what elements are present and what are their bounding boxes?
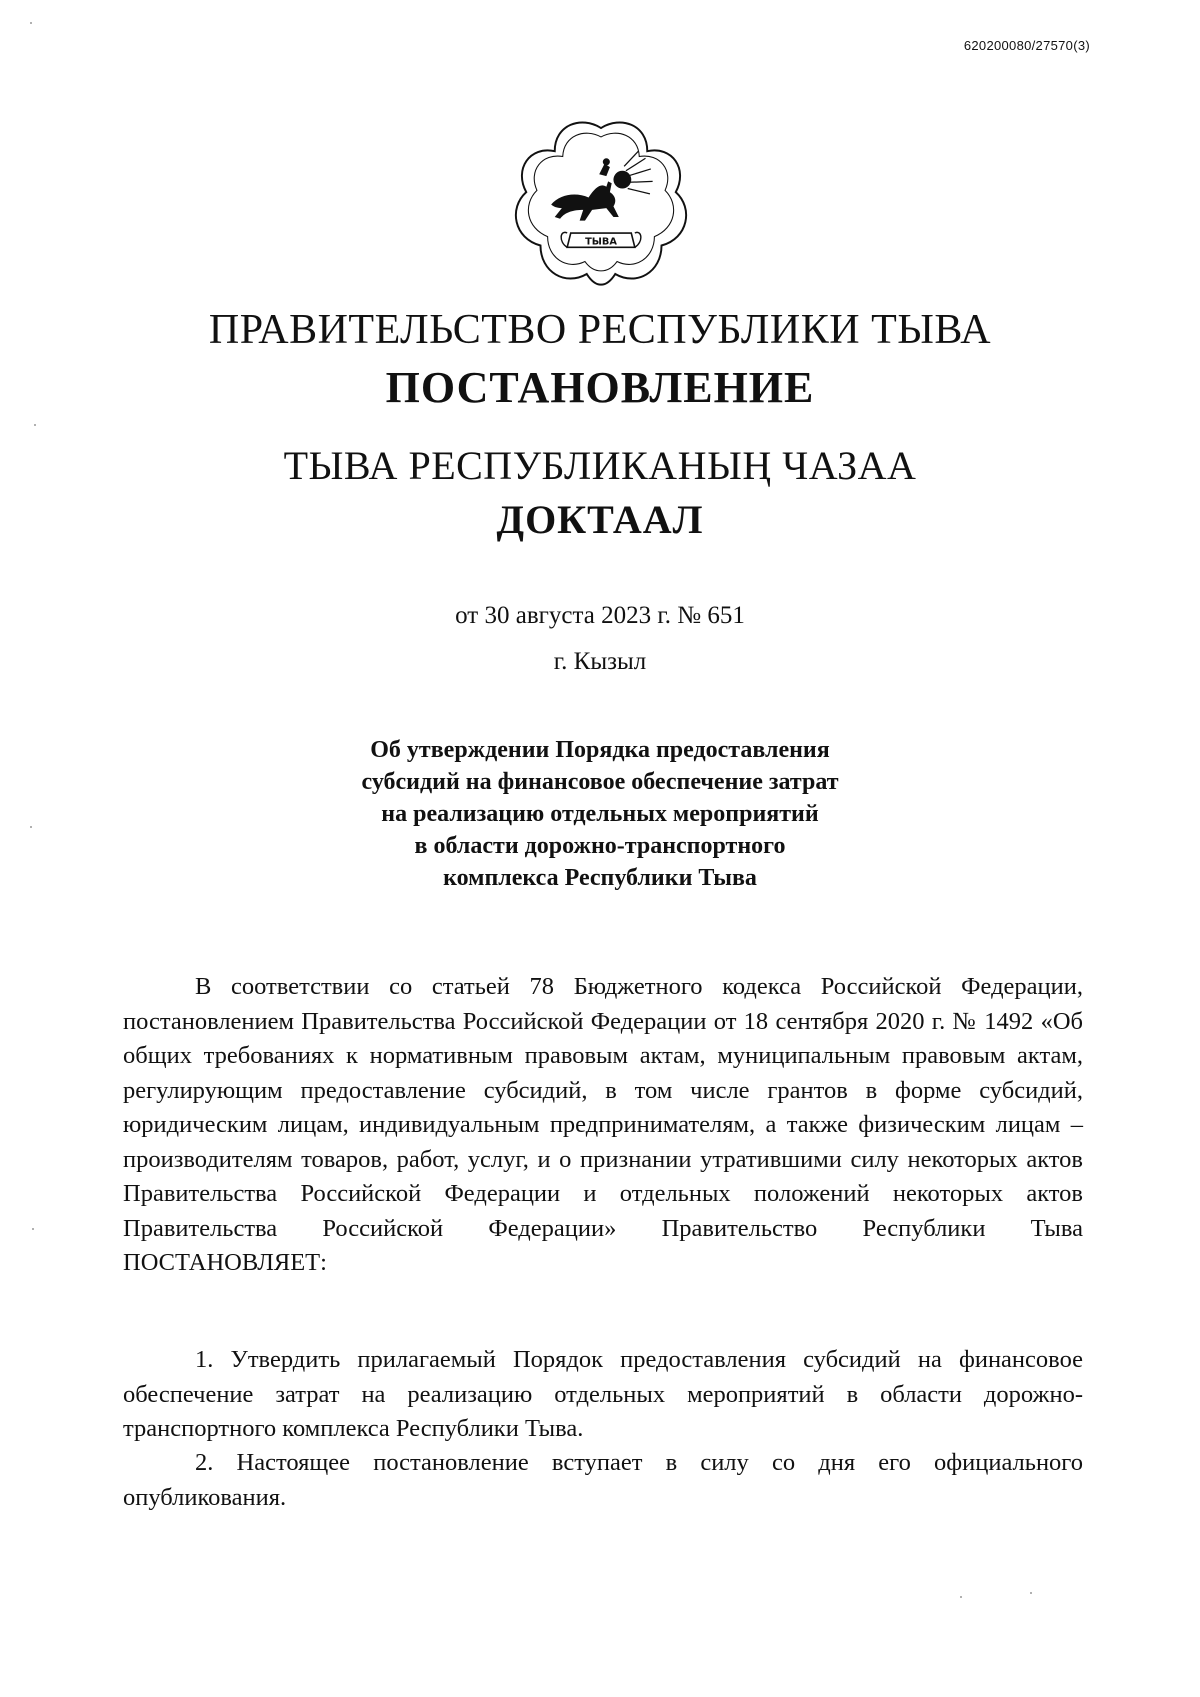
item-1-paragraph: 1. Утвердить прилагаемый Порядок предоставления субсидий на финансовое обеспечение затрат на реализацию отдельных мероприятий в области дорожно-транспортного комплекса Республики Тыва. [123,1346,1083,1442]
emblem-inscription: ТЫВА [585,236,617,248]
preamble-paragraph: В соответствии со статьей 78 Бюджетного кодекса Российской Федерации, постановлением Правительства Российской Федерации от 18 сентября 2020 г. № 1492 «Об общих требованиях к нормативным правовым актам, муниципальным правовым актам, регулирующим предоставление субсидий, в том числе грантов в форме субсидий, юридическим лицам, индивидуальным предпринимателям, а также физическим лицам – производителям товаров, работ, услуг, и о признании утратившими силу некоторых актов Правительства Российской Федерации и отдельных положений некоторых актов Правительства Российской Федерации» Правительство Республики Тыва ПОСТАНОВЛЯЕТ: [123,973,1083,1276]
scan-speck [960,1596,962,1598]
scan-speck [1030,1592,1032,1594]
tuva-coat-of-arms-icon [512,112,690,290]
document-number: 620200080/27570(3) [963,38,1090,53]
scan-speck [32,1228,34,1230]
scan-speck [34,424,36,426]
decree-title-line: комплекса Республики Тыва [443,865,757,891]
government-title-tyv: ТЫВА РЕСПУБЛИКАНЫҢ ЧАЗАА [283,443,917,488]
decree-city: г. Кызыл [553,648,647,675]
decree-title-ru: ПОСТАНОВЛЕНИЕ [385,363,815,412]
decree-title [300,734,900,894]
scan-speck [30,826,32,828]
decree-title-tyv: ДОКТААЛ [496,497,704,542]
decree-title-line: Об утверждении Порядка предоставления [370,737,830,763]
decree-title-line: на реализацию отдельных мероприятий [381,801,819,827]
item-2-paragraph: 2. Настоящее постановление вступает в силу со дня его официального опубликования. [123,1449,1083,1511]
government-title-ru: ПРАВИТЕЛЬСТВО РЕСПУБЛИКИ ТЫВА [208,307,992,353]
decree-date-number: от 30 августа 2023 г. № 651 [455,602,745,629]
decree-title-line: субсидий на финансовое обеспечение затрат [361,769,839,795]
decree-title-line: в области дорожно-транспортного [414,833,786,859]
scan-speck [30,22,32,24]
